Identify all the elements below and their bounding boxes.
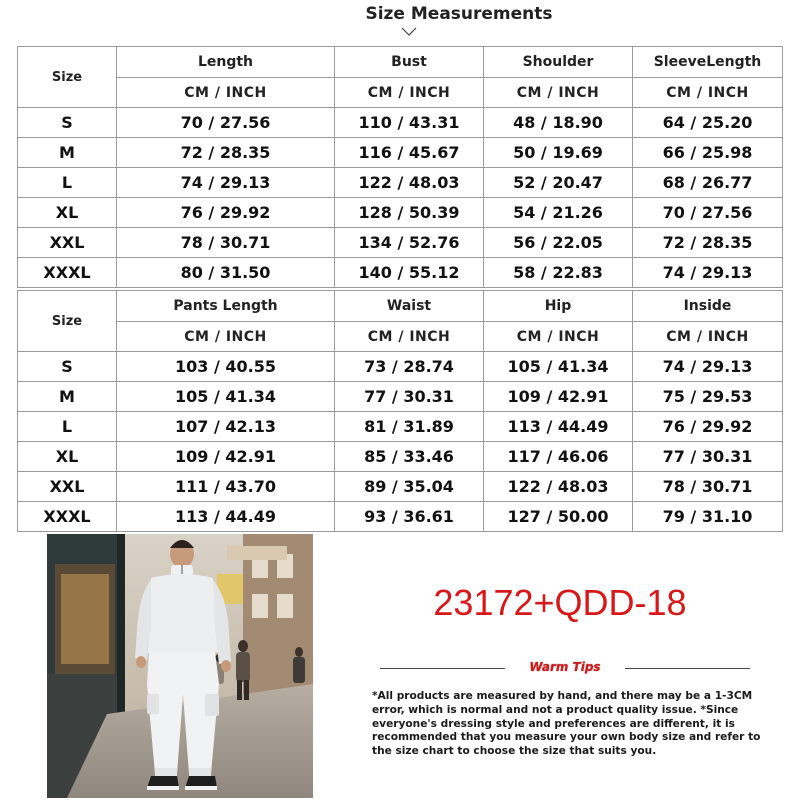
measurement-cell: 66 / 25.98 xyxy=(633,138,783,168)
product-code: 23172+QDD-18 xyxy=(433,582,687,623)
table-row xyxy=(18,138,783,168)
measurement-cell: 93 / 36.61 xyxy=(335,502,484,532)
measurement-cell: 89 / 35.04 xyxy=(335,472,484,502)
top-size-table xyxy=(17,46,783,288)
measurement-cell: 85 / 33.46 xyxy=(335,442,484,472)
column-header: Shoulder xyxy=(484,47,633,78)
measurement-cell: 103 / 40.55 xyxy=(117,352,335,382)
unit-label: CM / INCH xyxy=(335,322,484,352)
measurement-cell: 68 / 26.77 xyxy=(633,168,783,198)
size-label: XL xyxy=(18,198,117,228)
measurement-cell: 72 / 28.35 xyxy=(633,228,783,258)
column-header: Bust xyxy=(335,47,484,78)
size-label: S xyxy=(18,352,117,382)
size-label: M xyxy=(18,382,117,412)
measurement-cell: 76 / 29.92 xyxy=(117,198,335,228)
measurement-cell: 110 / 43.31 xyxy=(335,108,484,138)
size-label: M xyxy=(18,138,117,168)
unit-label: CM / INCH xyxy=(633,322,783,352)
measurement-cell: 54 / 21.26 xyxy=(484,198,633,228)
warm-tips-text: *All products are measured by hand, and there may be a 1-3CM error, which is normal and not a product quality issue. *Since everyone's dressing style and preferences are different, it is recommended that you measure your own body size and refer to the size chart to choose the size that suits you. xyxy=(372,690,761,758)
measurement-cell: 76 / 29.92 xyxy=(633,412,783,442)
divider xyxy=(380,668,505,669)
product-photo xyxy=(47,534,313,798)
unit-label: CM / INCH xyxy=(484,78,633,108)
measurement-cell: 113 / 44.49 xyxy=(484,412,633,442)
column-header: Pants Length xyxy=(117,291,335,322)
warm-tips-title: Warm Tips xyxy=(529,660,601,674)
measurement-cell: 140 / 55.12 xyxy=(335,258,484,288)
column-header: Waist xyxy=(335,291,484,322)
measurement-cell: 122 / 48.03 xyxy=(335,168,484,198)
measurement-cell: 128 / 50.39 xyxy=(335,198,484,228)
size-label: L xyxy=(18,412,117,442)
measurement-cell: 109 / 42.91 xyxy=(484,382,633,412)
measurement-cell: 117 / 46.06 xyxy=(484,442,633,472)
table-row xyxy=(18,108,783,138)
unit-label: CM / INCH xyxy=(117,78,335,108)
measurement-cell: 113 / 44.49 xyxy=(117,502,335,532)
size-label: S xyxy=(18,108,117,138)
size-header: Size xyxy=(18,291,117,352)
measurement-cell: 58 / 22.83 xyxy=(484,258,633,288)
table-row xyxy=(18,412,783,442)
size-header: Size xyxy=(18,47,117,108)
measurement-cell: 74 / 29.13 xyxy=(633,352,783,382)
size-label: XXXL xyxy=(18,502,117,532)
measurement-cell: 105 / 41.34 xyxy=(484,352,633,382)
chevron-down-icon xyxy=(401,26,417,38)
table-row xyxy=(18,382,783,412)
size-label: XXL xyxy=(18,472,117,502)
measurement-cell: 74 / 29.13 xyxy=(117,168,335,198)
table-row xyxy=(18,502,783,532)
measurement-cell: 105 / 41.34 xyxy=(117,382,335,412)
measurement-cell: 48 / 18.90 xyxy=(484,108,633,138)
column-header: Hip xyxy=(484,291,633,322)
measurement-cell: 79 / 31.10 xyxy=(633,502,783,532)
table-row xyxy=(18,352,783,382)
measurement-cell: 75 / 29.53 xyxy=(633,382,783,412)
column-header: SleeveLength xyxy=(633,47,783,78)
measurement-cell: 78 / 30.71 xyxy=(633,472,783,502)
table-row xyxy=(18,442,783,472)
measurement-cell: 107 / 42.13 xyxy=(117,412,335,442)
measurement-cell: 122 / 48.03 xyxy=(484,472,633,502)
divider xyxy=(625,668,750,669)
measurement-cell: 111 / 43.70 xyxy=(117,472,335,502)
measurement-cell: 109 / 42.91 xyxy=(117,442,335,472)
measurement-cell: 81 / 31.89 xyxy=(335,412,484,442)
measurement-cell: 134 / 52.76 xyxy=(335,228,484,258)
measurement-cell: 77 / 30.31 xyxy=(335,382,484,412)
measurement-cell: 78 / 30.71 xyxy=(117,228,335,258)
size-label: L xyxy=(18,168,117,198)
measurement-cell: 74 / 29.13 xyxy=(633,258,783,288)
unit-label: CM / INCH xyxy=(633,78,783,108)
size-label: XXXL xyxy=(18,258,117,288)
measurement-cell: 56 / 22.05 xyxy=(484,228,633,258)
column-header: Length xyxy=(117,47,335,78)
table-row xyxy=(18,258,783,288)
table-row xyxy=(18,168,783,198)
size-label: XXL xyxy=(18,228,117,258)
measurement-cell: 127 / 50.00 xyxy=(484,502,633,532)
measurement-cell: 72 / 28.35 xyxy=(117,138,335,168)
bottom-size-table xyxy=(17,290,783,532)
measurement-cell: 64 / 25.20 xyxy=(633,108,783,138)
measurement-cell: 50 / 19.69 xyxy=(484,138,633,168)
measurement-cell: 70 / 27.56 xyxy=(117,108,335,138)
unit-label: CM / INCH xyxy=(335,78,484,108)
table-row xyxy=(18,472,783,502)
page-title: Size Measurements xyxy=(365,4,553,24)
measurement-cell: 70 / 27.56 xyxy=(633,198,783,228)
measurement-cell: 116 / 45.67 xyxy=(335,138,484,168)
unit-label: CM / INCH xyxy=(117,322,335,352)
size-label: XL xyxy=(18,442,117,472)
measurement-cell: 73 / 28.74 xyxy=(335,352,484,382)
measurement-cell: 80 / 31.50 xyxy=(117,258,335,288)
column-header: Inside xyxy=(633,291,783,322)
table-row xyxy=(18,228,783,258)
measurement-cell: 77 / 30.31 xyxy=(633,442,783,472)
unit-label: CM / INCH xyxy=(484,322,633,352)
measurement-cell: 52 / 20.47 xyxy=(484,168,633,198)
table-row xyxy=(18,198,783,228)
